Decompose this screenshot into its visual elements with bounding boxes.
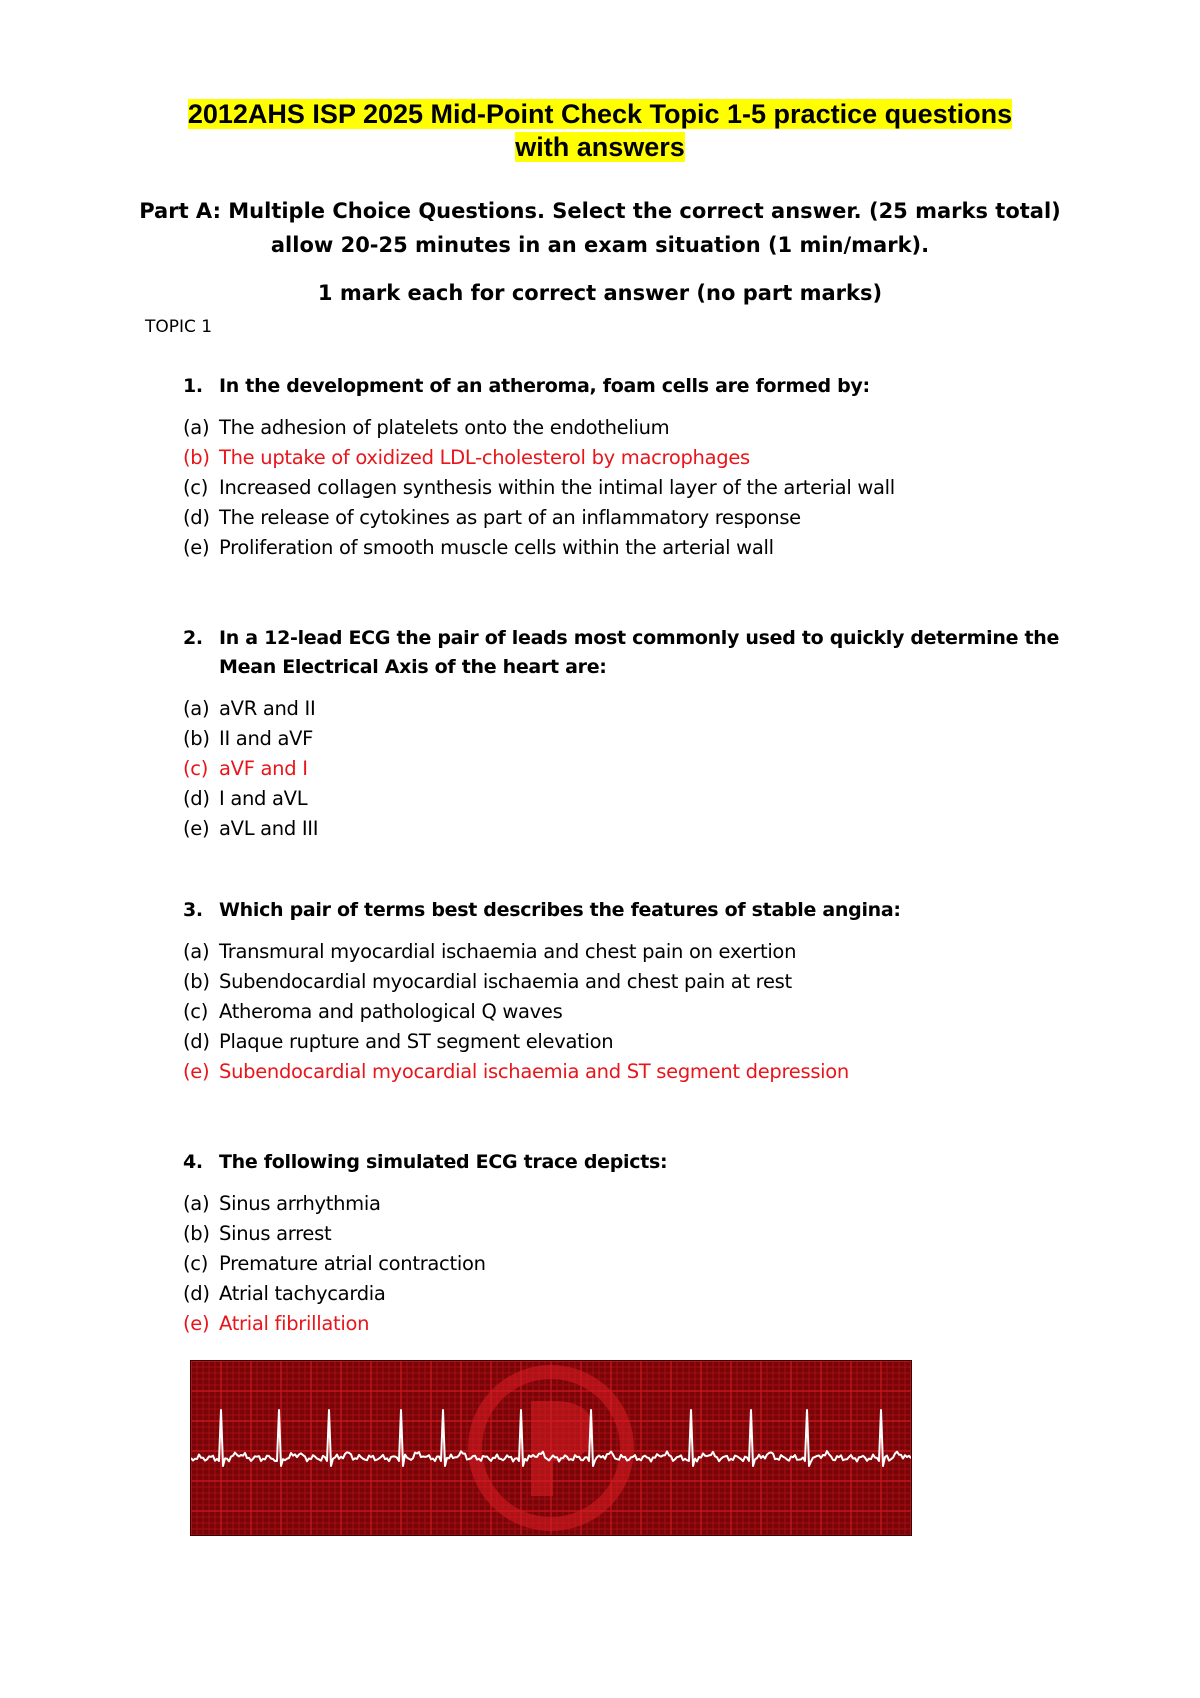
option-text: Atrial tachycardia [219, 1282, 386, 1305]
part-a-time-note: allow 20-25 minutes in an exam situation (1 min/mark). [270, 233, 930, 257]
option-label: (d) [183, 1030, 210, 1053]
option-a [183, 694, 1063, 724]
title-line-2: with answers [515, 132, 685, 162]
topic-label: TOPIC 1 [145, 317, 213, 337]
option-text: The adhesion of platelets onto the endothelium [219, 416, 670, 439]
option-text: Sinus arrest [219, 1222, 332, 1245]
option-label: (c) [183, 1000, 209, 1023]
question-text-line-2: Mean Electrical Axis of the heart are: [219, 656, 607, 678]
option-b [183, 967, 1063, 997]
option-d [183, 503, 1063, 533]
option-a [183, 413, 1063, 443]
option-b [183, 1219, 1063, 1249]
question-2 [183, 624, 1063, 844]
question-text-line-1: In a 12-lead ECG the pair of leads most commonly used to quickly determine the [219, 627, 1060, 649]
question-number: 3. [183, 899, 203, 921]
option-label: (d) [183, 506, 210, 529]
option-text: Sinus arrhythmia [219, 1192, 381, 1215]
option-text: Premature atrial contraction [219, 1252, 486, 1275]
option-text: Subendocardial myocardial ischaemia and ST segment depression [219, 1060, 849, 1083]
option-c [183, 997, 1063, 1027]
option-label: (d) [183, 787, 210, 810]
option-text: The release of cytokines as part of an inflammatory response [219, 506, 801, 529]
ecg-trace-svg [191, 1361, 911, 1535]
option-text: Atheroma and pathological Q waves [219, 1000, 563, 1023]
part-a-marking-note: 1 mark each for correct answer (no part marks) [317, 281, 883, 305]
option-text: Increased collagen synthesis within the intimal layer of the arterial wall [219, 476, 895, 499]
ecg-trace-image [190, 1360, 912, 1536]
option-label: (c) [183, 1252, 209, 1275]
question-text: The following simulated ECG trace depicts: [219, 1151, 668, 1173]
option-label: (a) [183, 940, 210, 963]
option-text: The uptake of oxidized LDL-cholesterol by macrophages [219, 446, 750, 469]
option-label: (e) [183, 817, 210, 840]
option-label: (a) [183, 1192, 210, 1215]
option-text: Subendocardial myocardial ischaemia and chest pain at rest [219, 970, 792, 993]
option-b [183, 724, 1063, 754]
option-e-correct [183, 1309, 1063, 1339]
option-label: (b) [183, 970, 210, 993]
option-list [183, 1189, 1063, 1339]
option-c-correct [183, 754, 1063, 784]
option-d [183, 1279, 1063, 1309]
option-label: (e) [183, 536, 210, 559]
option-label: (b) [183, 446, 210, 469]
question-1 [183, 372, 1063, 563]
option-label: (a) [183, 697, 210, 720]
option-text: aVL and III [219, 817, 319, 840]
option-text: Transmural myocardial ischaemia and chest pain on exertion [219, 940, 797, 963]
option-label: (e) [183, 1060, 210, 1083]
option-a [183, 1189, 1063, 1219]
question-number: 4. [183, 1151, 203, 1173]
option-text: Plaque rupture and ST segment elevation [219, 1030, 614, 1053]
option-label: (c) [183, 757, 209, 780]
option-text: aVF and I [219, 757, 308, 780]
option-b-correct [183, 443, 1063, 473]
question-number: 2. [183, 627, 203, 649]
option-label: (d) [183, 1282, 210, 1305]
option-c [183, 1249, 1063, 1279]
option-label: (b) [183, 727, 210, 750]
option-d [183, 1027, 1063, 1057]
option-list [183, 937, 1063, 1087]
option-d [183, 784, 1063, 814]
option-c [183, 473, 1063, 503]
option-label: (b) [183, 1222, 210, 1245]
option-label: (e) [183, 1312, 210, 1335]
option-a [183, 937, 1063, 967]
option-text: aVR and II [219, 697, 316, 720]
option-label: (a) [183, 416, 210, 439]
option-label: (c) [183, 476, 209, 499]
document-title [0, 98, 1200, 164]
question-text: In the development of an atheroma, foam cells are formed by: [219, 375, 870, 397]
option-list [183, 413, 1063, 563]
option-text: Proliferation of smooth muscle cells within the arterial wall [219, 536, 774, 559]
option-list [183, 694, 1063, 844]
option-e [183, 533, 1063, 563]
question-4 [183, 1148, 1063, 1339]
question-3 [183, 896, 1063, 1087]
option-text: I and aVL [219, 787, 308, 810]
option-text: II and aVF [219, 727, 314, 750]
question-number: 1. [183, 375, 203, 397]
option-e-correct [183, 1057, 1063, 1087]
title-line-1: 2012AHS ISP 2025 Mid-Point Check Topic 1-5 practice questions [187, 99, 1013, 129]
option-e [183, 814, 1063, 844]
question-text: Which pair of terms best describes the features of stable angina: [219, 899, 901, 921]
option-text: Atrial fibrillation [219, 1312, 370, 1335]
part-a-heading: Part A: Multiple Choice Questions. Select the correct answer. (25 marks total) [139, 199, 1061, 223]
